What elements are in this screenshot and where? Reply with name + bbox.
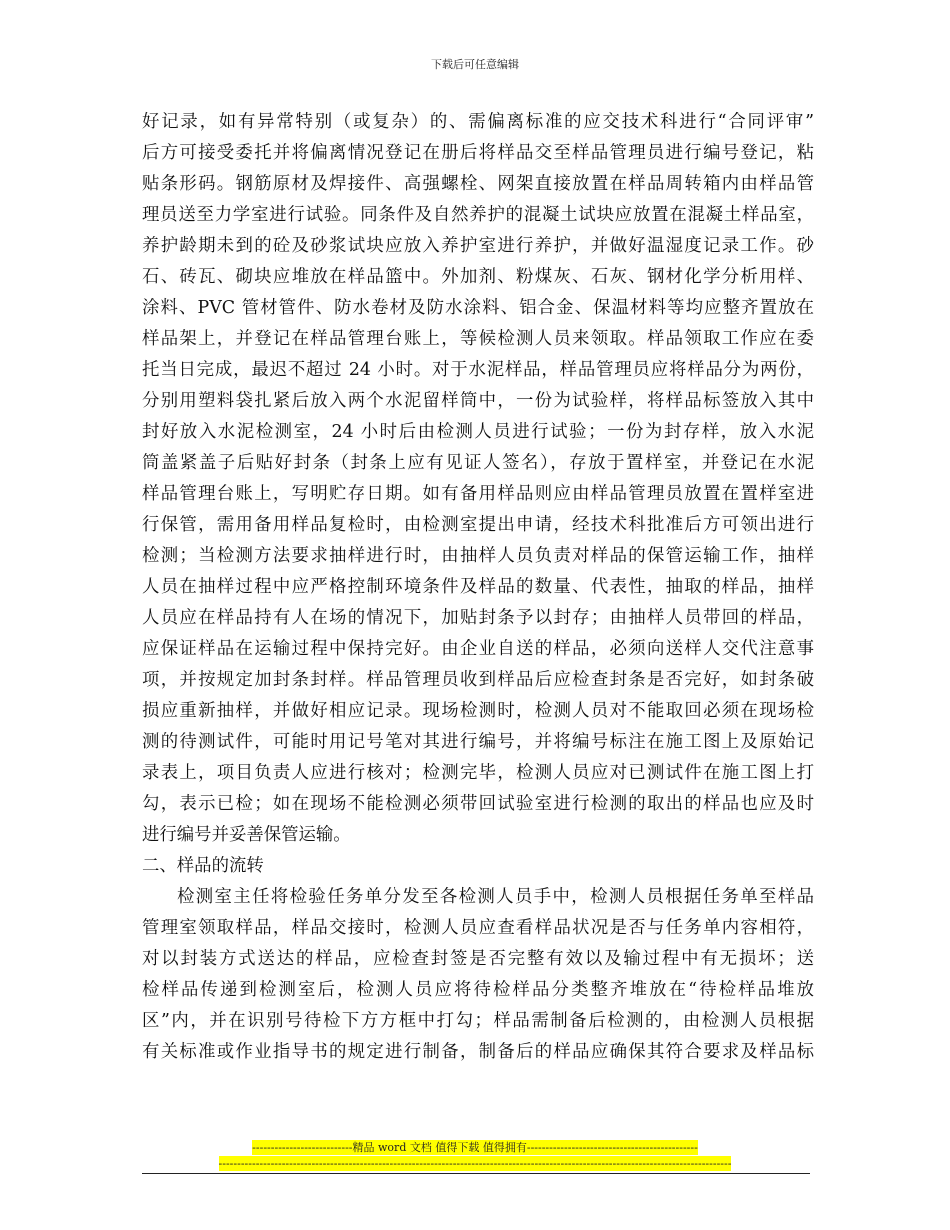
body-line-21: 测的待测试件，可能时用记号笔对其进行编号，并将编号标注在施工图上及原始记 xyxy=(142,732,814,752)
body-line-15: 检测；当检测方法要求抽样进行时，由抽样人员负责对样品的保管运输工作，抽样 xyxy=(142,546,814,566)
body-line-10: 分别用塑料袋扎紧后放入两个水泥留样筒中，一份为试验样，将样品标签放入其中 xyxy=(142,391,814,411)
body-line-2: 后方可接受委托并将偏离情况登记在册后将样品交至样品管理员进行编号登记，粘 xyxy=(142,143,814,163)
body-line-29: 检样品传递到检测室后，检测人员应将待检样品分类整齐堆放在“待检样品堆放 xyxy=(142,980,814,1000)
body-line-3: 贴条形码。钢筋原材及焊接件、高强螺栓、网架直接放置在样品周转箱内由样品管 xyxy=(142,174,814,194)
page-header: 下载后可任意编辑 xyxy=(431,58,519,71)
body-line-30: 区”内，并在识别号待检下方方框中打勾；样品需制备后检测的，由检测人员根据 xyxy=(142,1011,814,1031)
footer-rule xyxy=(142,1173,810,1174)
body-line-16: 人员在抽样过程中应严格控制环境条件及样品的数量、代表性，抽取的样品，抽样 xyxy=(142,577,814,597)
body-line-31: 有关标准或作业指导书的规定进行制备，制备后的样品应确保其符合要求及样品标 xyxy=(142,1042,814,1062)
body-line-23: 勾，表示已检；如在现场不能检测必须带回试验室进行检测的取出的样品也应及时 xyxy=(142,794,814,814)
footer-banner xyxy=(0,1140,950,1155)
body-line-26: 检测室主任将检验任务单分发至各检测人员手中，检测人员根据任务单至样品 xyxy=(177,887,814,907)
document-body xyxy=(142,107,814,1068)
body-line-17: 人员应在样品持有人在场的情况下，加贴封条予以封存；由抽样人员带回的样品， xyxy=(142,608,814,628)
footer-dashes-text: ------------------------------------------------------------------------------------------------------------------------------------------ xyxy=(218,1157,732,1170)
footer-banner-text: ---------------------------精品 word 文档 值得下载 值得拥有---------------------------------------------- xyxy=(252,1141,698,1154)
body-line-6: 石、砖瓦、砌块应堆放在样品篮中。外加剂、粉煤灰、石灰、钢材化学分析用样、 xyxy=(142,267,814,287)
body-line-5: 养护龄期未到的砼及砂浆试块应放入养护室进行养护，并做好温湿度记录工作。砂 xyxy=(142,236,814,256)
body-line-9: 托当日完成，最迟不超过 24 小时。对于水泥样品，样品管理员应将样品分为两份， xyxy=(142,360,814,380)
body-line-27: 管理室领取样品，样品交接时，检测人员应查看样品状况是否与任务单内容相符， xyxy=(142,918,814,938)
body-line-4: 理员送至力学室进行试验。同条件及自然养护的混凝土试块应放置在混凝土样品室， xyxy=(142,205,814,225)
body-line-13: 样品管理台账上，写明贮存日期。如有备用样品则应由样品管理员放置在置样室进 xyxy=(142,484,814,504)
body-line-28: 对以封装方式送达的样品，应检查封签是否完整有效以及输过程中有无损坏；送 xyxy=(142,949,814,969)
body-line-12: 筒盖紧盖子后贴好封条（封条上应有见证人签名），存放于置样室，并登记在水泥 xyxy=(142,453,814,473)
footer-dashes xyxy=(0,1156,950,1171)
body-line-24: 进行编号并妥善保管运输。 xyxy=(142,825,351,845)
section-heading: 二、样品的流转 xyxy=(142,856,264,876)
body-line-18: 应保证样品在运输过程中保持完好。由企业自送的样品，必须向送样人交代注意事 xyxy=(142,639,814,659)
body-line-14: 行保管，需用备用样品复检时，由检测室提出申请，经技术科批准后方可领出进行 xyxy=(142,515,814,535)
body-line-7: 涂料、PVC 管材管件、防水卷材及防水涂料、铝合金、保温材料等均应整齐置放在 xyxy=(142,298,814,318)
body-line-1: 好记录，如有异常特别（或复杂）的、需偏离标准的应交技术科进行“合同评审” xyxy=(142,112,814,132)
body-line-19: 项，并按规定加封条封样。样品管理员收到样品后应检查封条是否完好，如封条破 xyxy=(142,670,814,690)
body-line-11: 封好放入水泥检测室，24 小时后由检测人员进行试验；一份为封存样，放入水泥 xyxy=(142,422,814,442)
body-line-22: 录表上，项目负责人应进行核对；检测完毕，检测人员应对已测试件在施工图上打 xyxy=(142,763,814,783)
body-line-20: 损应重新抽样，并做好相应记录。现场检测时，检测人员对不能取回必须在现场检 xyxy=(142,701,814,721)
body-line-8: 样品架上，并登记在样品管理台账上，等候检测人员来领取。样品领取工作应在委 xyxy=(142,329,814,349)
